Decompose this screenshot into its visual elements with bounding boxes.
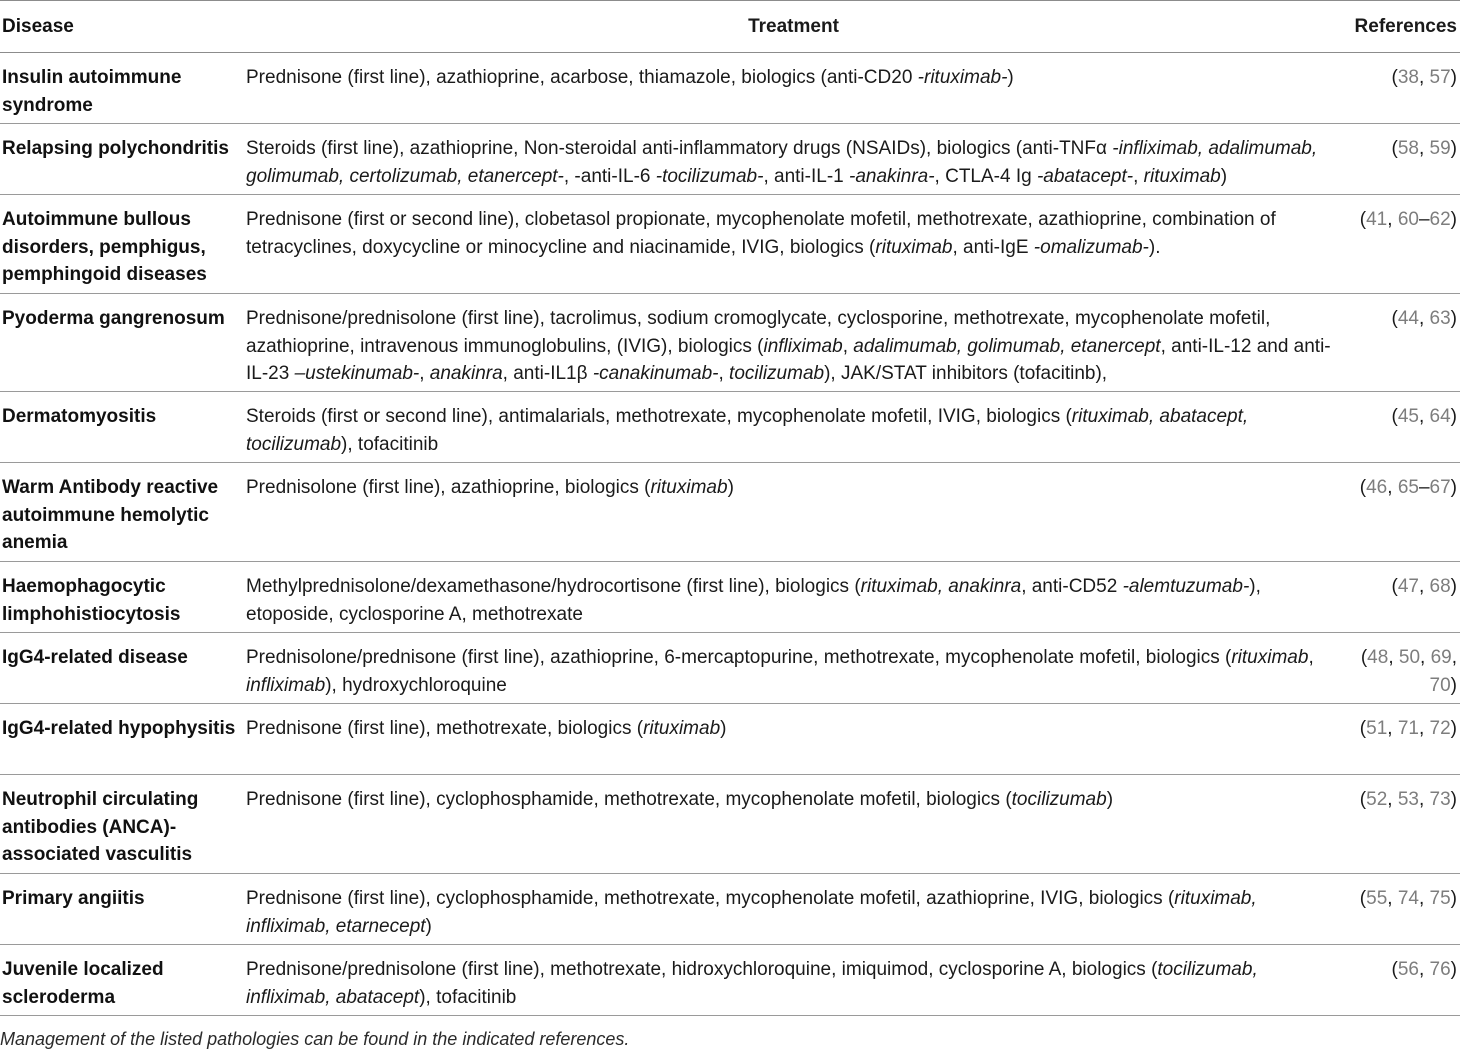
references-cell: (45, 64) [1391, 406, 1457, 427]
treatment-cell: Prednisone (first line), methotrexate, biologics (rituximab) [246, 718, 727, 739]
table-row [0, 562, 1460, 633]
table-row [0, 392, 1460, 463]
reference-link[interactable]: 71 [1397, 718, 1419, 739]
references-cell: (56, 76) [1391, 959, 1457, 980]
reference-link[interactable]: 64 [1429, 406, 1451, 427]
table-header [0, 1, 1460, 53]
table-row [0, 463, 1460, 562]
reference-link[interactable]: 76 [1429, 959, 1451, 980]
disease-cell: Warm Antibody reactive autoimmune hemolytic anemia [2, 477, 219, 553]
reference-link[interactable]: 60 [1397, 209, 1419, 230]
treatment-cell: Prednisolone (first line), azathioprine, biologics (rituximab) [246, 477, 734, 498]
reference-link[interactable]: 75 [1429, 888, 1451, 909]
table-footnote: Management of the listed pathologies can be found in the indicated references. [0, 1029, 630, 1049]
reference-link[interactable]: 47 [1397, 576, 1419, 597]
treatment-cell: Prednisone (first line), cyclophosphamide, methotrexate, mycophenolate mofetil, biologics (tocilizumab) [246, 789, 1114, 810]
disease-cell: Haemophagocytic limphohistiocytosis [2, 576, 181, 625]
reference-link[interactable]: 57 [1429, 67, 1451, 88]
treatment-cell: Steroids (first or second line), antimalarials, methotrexate, mycophenolate mofetil, IVIG, biologics (rituximab, abatacept, tocilizumab), tofacitinib [246, 406, 1249, 455]
header-references: References [1354, 16, 1457, 37]
treatment-cell: Prednisolone/prednisone (first line), azathioprine, 6-mercaptopurine, methotrexate, mycophenolate mofetil, biologics (rituximab, inflixima​b), hydroxychloroquine [246, 647, 1314, 696]
references-cell: (52, 53, 73) [1359, 789, 1457, 810]
disease-cell: Primary angiitis [2, 888, 145, 909]
reference-link[interactable]: 50 [1398, 647, 1421, 668]
table-row [0, 53, 1460, 124]
reference-link[interactable]: 48 [1367, 647, 1389, 668]
header-disease: Disease [2, 16, 74, 37]
references-cell: (48, 50, 69, 70) [1360, 647, 1457, 696]
references-cell: (38, 57) [1391, 67, 1457, 88]
disease-cell: Autoimmune bullous disorders, pemphigus, pemphingoid diseases [2, 209, 207, 285]
disease-cell: IgG4-related hypophysitis [2, 718, 236, 739]
reference-link[interactable]: 62 [1429, 209, 1451, 230]
table-row [0, 633, 1460, 704]
table-row [0, 874, 1460, 945]
table-row [0, 195, 1460, 294]
reference-link[interactable]: 59 [1429, 138, 1451, 159]
reference-link[interactable]: 46 [1366, 477, 1388, 498]
treatment-cell: Methylprednisolone/dexamethasone/hydrocortisone (first line), biologics (rituximab, anakinra, anti-CD52 -alemtuzumab-), etoposide, cyclosporine A, methotrexate [246, 576, 1261, 625]
reference-link[interactable]: 73 [1429, 789, 1451, 810]
reference-link[interactable]: 68 [1429, 576, 1451, 597]
reference-link[interactable]: 65 [1397, 477, 1419, 498]
disease-cell: Juvenile localized scleroderma [2, 959, 164, 1008]
disease-cell: IgG4-related disease [2, 647, 188, 668]
references-cell: (46, 65–67) [1359, 477, 1457, 498]
treatment-cell: Prednisone (first line), azathioprine, acarbose, thiamazole, biologics (anti-CD20 -rituximab-) [246, 67, 1014, 88]
reference-link[interactable]: 58 [1397, 138, 1419, 159]
reference-link[interactable]: 53 [1397, 789, 1419, 810]
table-row [0, 704, 1460, 775]
reference-link[interactable]: 51 [1366, 718, 1388, 739]
reference-link[interactable]: 52 [1366, 789, 1388, 810]
references-cell: (41, 60–62) [1359, 209, 1457, 230]
reference-link[interactable]: 63 [1429, 308, 1451, 329]
references-cell: (58, 59) [1391, 138, 1457, 159]
reference-link[interactable]: 55 [1366, 888, 1388, 909]
references-cell: (51, 71, 72) [1359, 718, 1457, 739]
references-cell: (47, 68) [1391, 576, 1457, 597]
table-row [0, 775, 1460, 874]
reference-link[interactable]: 67 [1429, 477, 1451, 498]
treatment-cell: Prednisone/prednisolone (first line), tacrolimus, sodium cromoglycate, cyclosporine, methotrexate, mycophenolate mofetil, azathioprine, intravenous immunoglobulins, (IVIG), biologics (infliximab, adalimumab, golimumab, etanercept, anti-IL-12 and anti-IL-23 –ustekinumab-, anakinra, anti-IL1β -canakinumab-, tocilizumab), JAK/STAT inhibitors (tofacitinb), [246, 308, 1331, 384]
reference-link[interactable]: 72 [1429, 718, 1451, 739]
table-row [0, 124, 1460, 195]
disease-cell: Pyoderma gangrenosum [2, 308, 225, 329]
reference-link[interactable]: 41 [1366, 209, 1388, 230]
table-body [0, 53, 1460, 1016]
references-cell: (44, 63) [1391, 308, 1457, 329]
reference-link[interactable]: 69 [1430, 647, 1452, 668]
reference-link[interactable]: 70 [1429, 674, 1451, 696]
disease-cell: Insulin autoimmune syndrome [2, 67, 182, 116]
treatment-cell: Prednisone (first or second line), clobetasol propionate, mycophenolate mofetil, methotrexate, azathioprine, combination of tetracyclines, doxycycline or minocycline and niacinamide, IVIG, biologics (rituximab, anti-IgE -omalizumab-). [246, 209, 1276, 258]
reference-link[interactable]: 45 [1397, 406, 1419, 427]
table-row [0, 945, 1460, 1016]
treatment-cell: Prednisone/prednisolone (first line), methotrexate, hidroxychloroquine, imiquimod, cyclosporine A, biologics (tocilizumab, infliximab, abatacept), tofacitinib [246, 959, 1258, 1008]
reference-link[interactable]: 44 [1397, 308, 1419, 329]
treatment-cell: Prednisone (first line), cyclophosphamide, methotrexate, mycophenolate mofetil, azathioprine, IVIG, biologics (rituximab, infliximab, etarnecept) [246, 888, 1257, 937]
disease-cell: Relapsing polychondritis [2, 138, 229, 159]
references-cell: (55, 74, 75) [1359, 888, 1457, 909]
reference-link[interactable]: 74 [1397, 888, 1419, 909]
table-row [0, 294, 1460, 392]
disease-cell: Dermatomyositis [2, 406, 157, 427]
disease-cell: Neutrophil circulating antibodies (ANCA)-associated vasculitis [2, 789, 199, 865]
reference-link[interactable]: 38 [1397, 67, 1419, 88]
treatment-cell: Steroids (first line), azathioprine, Non-steroidal anti-inflammatory drugs (NSAIDs), biologics (anti-TNFα -infliximab, adalimumab, golimumab, certolizumab, etanercept-, -anti-IL-6 -tocilizumab-, anti-IL-1 -anakinra-, CTLA-4 Ig -abatacept-, rituximab) [246, 138, 1318, 187]
reference-link[interactable]: 56 [1397, 959, 1419, 980]
header-treatment: Treatment [748, 16, 839, 37]
